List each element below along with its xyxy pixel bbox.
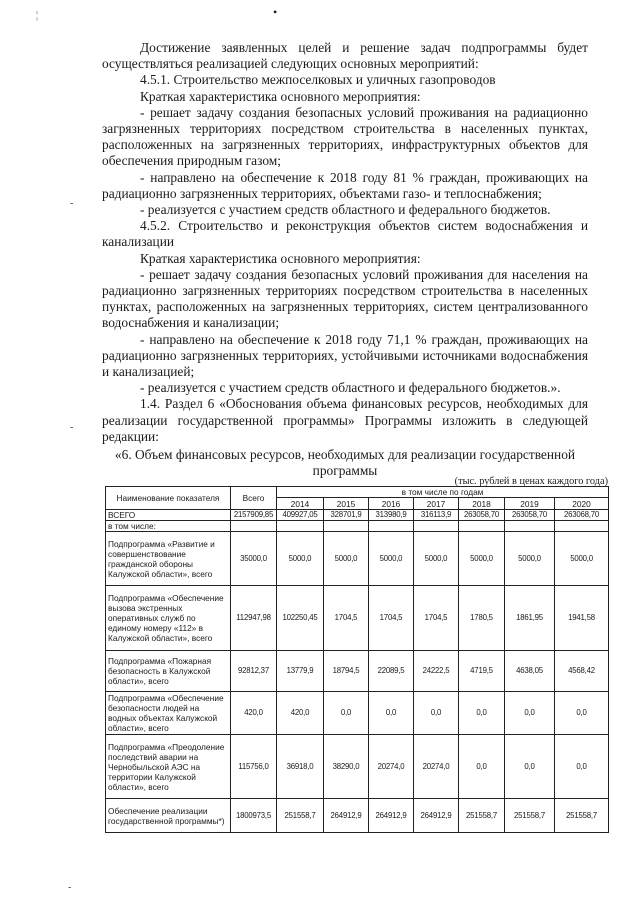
cell-value: 0,0 xyxy=(459,735,505,799)
cell-value: 264912,9 xyxy=(414,799,459,833)
margin-mark: ¦ xyxy=(36,10,39,21)
cell-value: 4638,05 xyxy=(505,651,555,692)
cell-value: 251558,7 xyxy=(459,799,505,833)
cell-value: 5000,0 xyxy=(414,532,459,586)
cell-value: 264912,9 xyxy=(324,799,369,833)
paragraph: Достижение заявленных целей и решение задач подпрограммы будет осуществляться реализацией следующих основных мероприятий: xyxy=(102,40,588,72)
cell-value: 251558,7 xyxy=(555,799,609,833)
body-text xyxy=(102,40,588,445)
cell-value: 1941,58 xyxy=(555,586,609,651)
cell-value: 0,0 xyxy=(505,735,555,799)
cell-value: 251558,7 xyxy=(505,799,555,833)
row-name: Подпрограмма «Развитие и совершенствование гражданской обороны Калужской области», всего xyxy=(106,532,231,586)
cell-value: 38290,0 xyxy=(324,735,369,799)
cell-value: 1704,5 xyxy=(369,586,414,651)
cell-value: 24222,5 xyxy=(414,651,459,692)
cell-value: 328701,9 xyxy=(324,510,369,521)
paragraph: - реализуется с участием средств областного и федерального бюджетов. xyxy=(140,202,551,218)
col-header-total: Всего xyxy=(231,487,277,510)
col-header-years-group: в том числе по годам xyxy=(277,487,609,498)
row-name: Подпрограмма «Обеспечение вызова экстренных оперативных служб по единому номеру «112» в Калужской области», всего xyxy=(106,586,231,651)
cell-value: 251558,7 xyxy=(277,799,324,833)
cell-value: 5000,0 xyxy=(277,532,324,586)
units-note: (тыс. рублей в ценах каждого года) xyxy=(454,476,608,487)
cell-value: 102250,45 xyxy=(277,586,324,651)
col-header-name: Наименование показателя xyxy=(106,487,231,510)
table-row xyxy=(106,651,609,692)
row-name: Подпрограмма «Преодоление последствий аварии на Чернобыльской АЭС на территории Калужской области», всего xyxy=(106,735,231,799)
cell-value: 264912,9 xyxy=(369,799,414,833)
row-name: ВСЕГО xyxy=(106,510,231,521)
paragraph: - решает задачу создания безопасных условий проживания на радиационно загрязненных территориях посредством строительства в населенных пунктах, расположенных на загрязненных территориях, инфраструктурных объектов для обеспечения природным газом; xyxy=(102,104,588,169)
cell-value: 313980,9 xyxy=(369,510,414,521)
margin-dash: - xyxy=(70,198,74,209)
cell-value: 0,0 xyxy=(505,692,555,735)
cell-value: 1704,5 xyxy=(414,586,459,651)
row-name: в том числе: xyxy=(106,521,231,532)
cell-value: 316113,9 xyxy=(414,510,459,521)
cell-value: 0,0 xyxy=(414,692,459,735)
col-header-year: 2019 xyxy=(505,498,555,510)
paragraph: Краткая характеристика основного мероприятия: xyxy=(140,88,421,104)
cell-value: 0,0 xyxy=(324,692,369,735)
cell-value: 22089,5 xyxy=(369,651,414,692)
paragraph: - направлено на обеспечение к 2018 году 81 % граждан, проживающих на радиационно загрязненных территориях, объектами газо- и теплоснабжения; xyxy=(102,169,588,201)
col-header-year: 2014 xyxy=(277,498,324,510)
table-row xyxy=(106,586,609,651)
section-heading: «6. Объем финансовых ресурсов, необходимых для реализации государственной программы xyxy=(114,447,576,478)
page-mark: • xyxy=(273,5,278,19)
cell-value: 20274,0 xyxy=(369,735,414,799)
cell-value: 13779,9 xyxy=(277,651,324,692)
margin-dash: - xyxy=(68,882,72,893)
paragraph: 4.5.1. Строительство межпоселковых и уличных газопроводов xyxy=(140,72,496,88)
col-header-year: 2017 xyxy=(414,498,459,510)
cell-value: 263058,70 xyxy=(505,510,555,521)
cell-value: 1704,5 xyxy=(324,586,369,651)
cell-value: 0,0 xyxy=(555,735,609,799)
col-header-year: 2018 xyxy=(459,498,505,510)
cell-value: 0,0 xyxy=(555,692,609,735)
cell-value: 4719,5 xyxy=(459,651,505,692)
table-row xyxy=(106,735,609,799)
row-total: 2157909,85 xyxy=(231,510,277,521)
cell-value: 1861,95 xyxy=(505,586,555,651)
paragraph: - направлено на обеспечение к 2018 году 71,1 % граждан, проживающих на радиационно загрязненных территориях, устойчивыми источниками водоснабжения и канализацией; xyxy=(102,331,588,380)
paragraph: 4.5.2. Строительство и реконструкция объектов систем водоснабжения и канализации xyxy=(102,218,588,250)
row-total: 92812,37 xyxy=(231,651,277,692)
paragraph: - реализуется с участием средств областного и федерального бюджетов.». xyxy=(140,380,561,396)
paragraph: 1.4. Раздел 6 «Обоснования объема финансовых ресурсов, необходимых для реализации государственной программы» Программы изложить в следующей редакции: xyxy=(102,396,588,444)
row-total: 1800973,5 xyxy=(231,799,277,833)
cell-value: 5000,0 xyxy=(555,532,609,586)
table-row xyxy=(106,799,609,833)
row-name: Подпрограмма «Пожарная безопасность в Калужской области», всего xyxy=(106,651,231,692)
cell-value: 5000,0 xyxy=(459,532,505,586)
row-total: 420,0 xyxy=(231,692,277,735)
cell-value: 420,0 xyxy=(277,692,324,735)
table-row xyxy=(106,692,609,735)
cell-value: 20274,0 xyxy=(414,735,459,799)
finance-table xyxy=(105,486,609,833)
paragraph: Краткая характеристика основного мероприятия: xyxy=(140,250,421,266)
cell-value: 263068,70 xyxy=(555,510,609,521)
paragraph: - решает задачу создания безопасных условий проживания для населения на радиационно загрязненных территориях посредством строительства в населенных пунктах, расположенных на загрязненных территориях, систем централизованного водоснабжения и канализации; xyxy=(102,266,588,331)
cell-value: 5000,0 xyxy=(505,532,555,586)
row-name: Обеспечение реализации государственной программы*) xyxy=(106,799,231,833)
cell-value: 4568,42 xyxy=(555,651,609,692)
cell-value: 0,0 xyxy=(369,692,414,735)
table-row xyxy=(106,532,609,586)
margin-dash: - xyxy=(70,422,74,433)
cell-value: 5000,0 xyxy=(324,532,369,586)
cell-value: 36918,0 xyxy=(277,735,324,799)
row-name: Подпрограмма «Обеспечение безопасности людей на водных объектах Калужской области», всего xyxy=(106,692,231,735)
cell-value: 409927,05 xyxy=(277,510,324,521)
table-row-total xyxy=(106,510,609,521)
row-total: 115756,0 xyxy=(231,735,277,799)
cell-value: 1780,5 xyxy=(459,586,505,651)
cell-value: 0,0 xyxy=(459,692,505,735)
cell-value: 263058,70 xyxy=(459,510,505,521)
row-total: 35000,0 xyxy=(231,532,277,586)
cell-value: 18794,5 xyxy=(324,651,369,692)
row-total: 112947,98 xyxy=(231,586,277,651)
cell-value: 5000,0 xyxy=(369,532,414,586)
col-header-year: 2020 xyxy=(555,498,609,510)
col-header-year: 2016 xyxy=(369,498,414,510)
col-header-year: 2015 xyxy=(324,498,369,510)
table-row-including xyxy=(106,521,609,532)
